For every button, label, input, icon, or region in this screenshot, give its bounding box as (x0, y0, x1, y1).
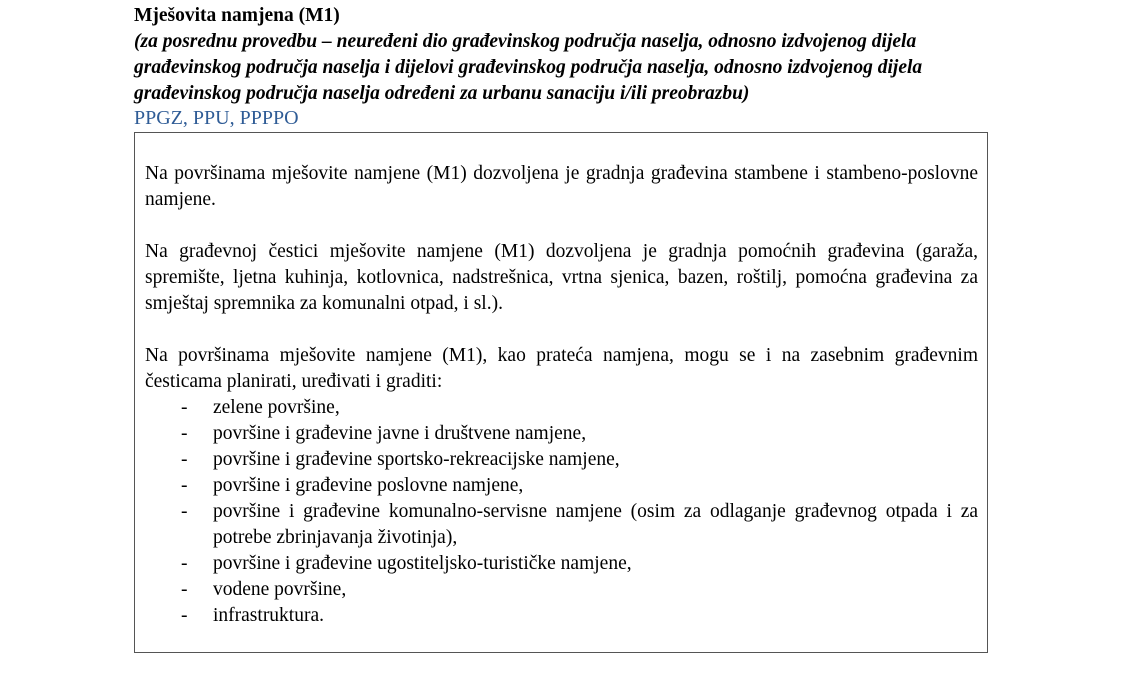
list-item-text: vodene površine, (213, 579, 347, 600)
list-item-text: površine i građevine javne i društvene namjene, (213, 423, 587, 444)
list-item (145, 395, 978, 421)
dash-bullet: - (181, 449, 188, 470)
list-item-text: površine i građevine sportsko-rekreacijske namjene, (213, 449, 620, 470)
list-item-text: zelene površine, (213, 397, 340, 418)
permitted-uses-list (145, 395, 978, 629)
list-item (145, 421, 978, 447)
list-item (145, 603, 978, 629)
section-subtitle: (za posrednu provedbu – neuređeni dio građevinskog područja naselja, odnosno izdvojenog dijela građevinskog područja naselja i dijelovi građevinskog područja naselja, odnosno izdvojenog dijela građevinskog područja naselja određeni za urbanu sanaciju i/ili preobrazbu) (134, 31, 923, 104)
list-item-text: infrastruktura. (213, 605, 325, 626)
dash-bullet: - (181, 423, 188, 444)
paragraph: Na površinama mješovite namjene (M1), kao prateća namjena, mogu se i na zasebnim građevnim česticama planirati, uređivati i graditi: (145, 345, 978, 392)
dash-bullet: - (181, 397, 188, 418)
list-item (145, 473, 978, 499)
list-item-text: površine i građevine komunalno-servisne namjene (osim za odlaganje građevnog otpada i za potrebe zbrinjavanja životinja), (213, 501, 978, 548)
dash-bullet: - (181, 475, 188, 496)
dash-bullet: - (181, 553, 188, 574)
list-item (145, 577, 978, 603)
list-item (145, 499, 978, 551)
dash-bullet: - (181, 579, 188, 600)
paragraph: Na građevnoj čestici mješovite namjene (M1) dozvoljena je gradnja pomoćnih građevina (garaža, spremište, ljetna kuhinja, kotlovnica, nadstrešnica, vrtna sjenica, bazen, roštilj, pomoćna građevina za smještaj spremnika za komunalni otpad, i sl.). (145, 241, 978, 314)
dash-bullet: - (181, 501, 188, 522)
provisions-box (134, 132, 988, 653)
plan-references: PPGZ, PPU, PPPPO (134, 107, 299, 129)
list-item (145, 447, 978, 473)
section-title: Mješovita namjena (M1) (134, 5, 340, 26)
list-item (145, 551, 978, 577)
dash-bullet: - (181, 605, 188, 626)
list-item-text: površine i građevine ugostiteljsko-turističke namjene, (213, 553, 632, 574)
section-header (134, 3, 994, 129)
list-item-text: površine i građevine poslovne namjene, (213, 475, 524, 496)
paragraph: Na površinama mješovite namjene (M1) dozvoljena je gradnja građevina stambene i stambeno-poslovne namjene. (145, 163, 978, 210)
